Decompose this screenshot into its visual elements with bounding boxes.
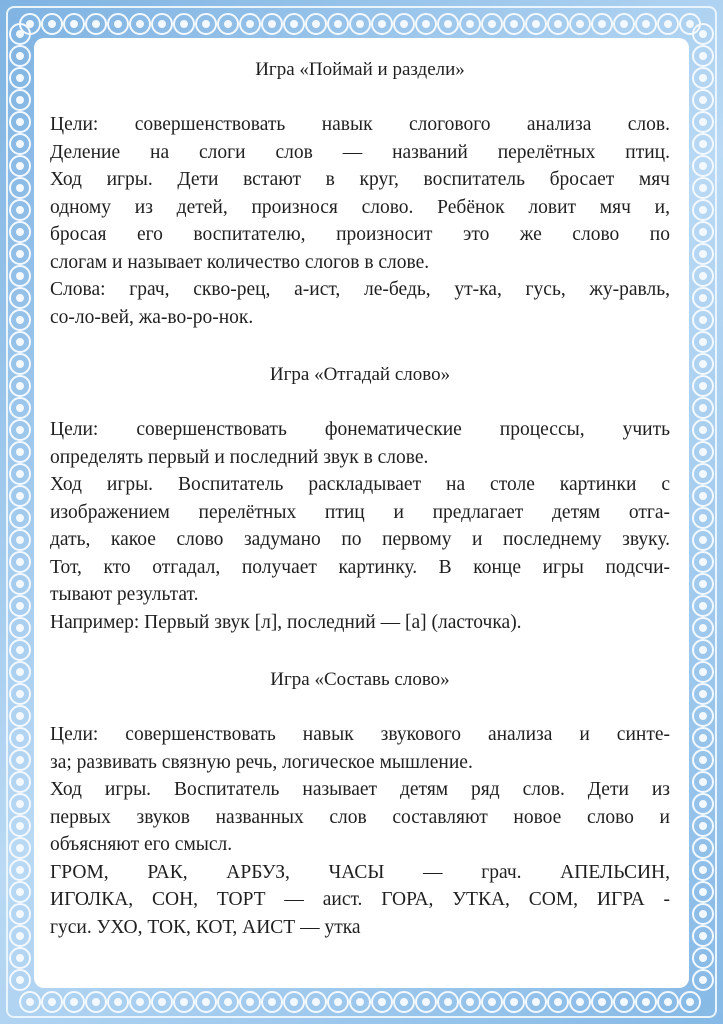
text-line: Цели: совершенствовать фонематические процессы, учить <box>50 419 670 440</box>
text-line: Ход игры. Дети встают в круг, воспитатель бросает мяч <box>50 169 670 190</box>
text-line: Тот, кто отгадал, получает картинку. В конце игры подсчи- <box>50 556 670 578</box>
text-line: Деление на слоги слов — названий перелётных птиц. <box>50 141 670 163</box>
text-line: изображением перелётных птиц и предлагает детям отга- <box>50 501 670 523</box>
text-line: за; развивать связную речь, логическое мышление. <box>50 751 473 773</box>
text-line: объясняют его смысл. <box>50 834 233 855</box>
text-line: Ход игры. Воспитатель называет детям ряд слов. Дети из <box>50 779 670 800</box>
section-title: Игра «Поймай и раздели» <box>255 59 465 80</box>
section-body <box>50 721 670 941</box>
text-line: тывают результат. <box>50 584 199 605</box>
section-body <box>50 111 670 331</box>
text-line: одному из детей, произнося слово. Ребёнок ловит мяч и, <box>50 196 670 218</box>
text-line: ГРОМ, РАК, АРБУЗ, ЧАСЫ — грач. АПЕЛЬСИН, <box>50 861 670 883</box>
text-line: гуси. УХО, ТОК, КОТ, АИСТ — утка <box>50 916 361 938</box>
document-body <box>50 56 670 941</box>
text-line: Например: Первый звук [л], последний — [а] (ласточка). <box>50 611 522 633</box>
text-line: Слова: грач, скво-рец, а-ист, ле-бедь, ут-ка, гусь, жу-равль, <box>50 279 670 300</box>
text-line: определять первый и последний звук в слове. <box>50 446 429 468</box>
section-title: Игра «Отгадай слово» <box>269 364 451 385</box>
section-title: Игра «Составь слово» <box>270 669 450 690</box>
section-body <box>50 416 670 636</box>
text-line: первых звуков названных слов составляют новое слово и <box>50 806 670 828</box>
text-line: дать, какое слово задумано по первому и последнему звуку. <box>50 529 670 550</box>
text-line: Ход игры. Воспитатель раскладывает на столе картинки с <box>50 474 670 495</box>
text-line: бросая его воспитателю, произносит это же слово по <box>50 224 670 245</box>
text-line: Цели: совершенствовать навык звукового анализа и синте- <box>50 724 670 745</box>
text-line: слогам и называет количество слогов в слове. <box>50 251 430 273</box>
text-line: со-ло-вей, жа-во-ро-нок. <box>50 306 254 328</box>
text-line: Цели: совершенствовать навык слогового анализа слов. <box>50 114 670 135</box>
text-line: ИГОЛКА, СОН, ТОРТ — аист. ГОРА, УТКА, СОМ, ИГРА - <box>50 889 670 910</box>
